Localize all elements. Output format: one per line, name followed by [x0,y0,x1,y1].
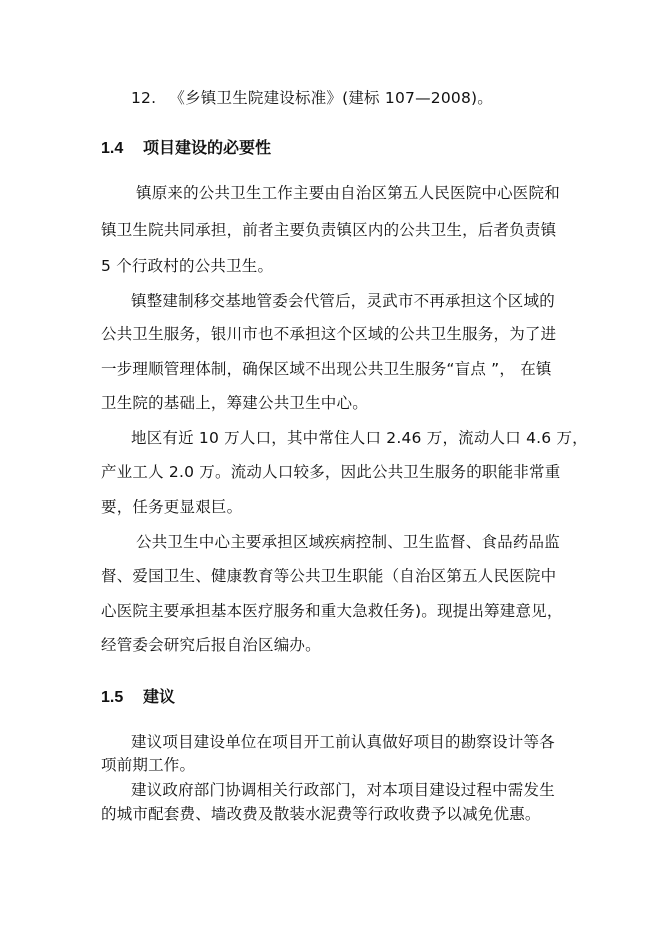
paragraph-line: 卫生院的基础上，筹建公共卫生中心。 [101,394,368,412]
paragraph-line: 镇卫生院共同承担，前者主要负责镇区内的公共卫生，后者负责镇 [101,221,557,239]
section-title: 项目建设的必要性 [143,138,272,157]
paragraph-line: 建议项目建设单位在项目开工前认真做好项目的勘察设计等各 [131,733,555,751]
section-heading-1-4 [101,138,271,159]
section-number: 1.4 [101,140,124,157]
paragraph-line: 一步理顺管理体制，确保区域不出现公共卫生服务“盲点 ”， 在镇 [101,360,552,378]
paragraph-line: 公共卫生中心主要承担区域疾病控制、卫生监督、食品药品监 [136,533,560,551]
section-number: 1.5 [101,689,124,706]
list-item-number: 12. [131,89,157,107]
paragraph-line: 镇整建制移交基地管委会代管后，灵武市不再承担这个区域的 [131,292,555,310]
paragraph-line: 心医院主要承担基本医疗服务和重大急救任务)。现提出筹建意见， [101,602,563,620]
paragraph-line: 项前期工作。 [101,756,196,774]
paragraph-line: 地区有近 10 万人口，其中常住人口 2.46 万，流动人口 4.6 万， [131,429,588,447]
section-title: 建议 [143,687,176,706]
paragraph-line: 5 个行政村的公共卫生。 [101,257,274,275]
list-item-12 [131,88,493,108]
paragraph-line: 建议政府部门协调相关行政部门，对本项目建设过程中需发生 [131,781,555,799]
paragraph-line: 督、爱国卫生、健康教育等公共卫生职能（自治区第五人民医院中 [101,567,557,585]
paragraph-line: 要，任务更显艰巨。 [101,498,243,516]
paragraph-line: 经管委会研究后报自治区编办。 [101,636,321,654]
list-item-text: 《乡镇卫生院建设标准》(建标 107—2008)。 [169,89,493,107]
paragraph-line: 镇原来的公共卫生工作主要由自治区第五人民医院中心医院和 [136,184,560,202]
paragraph-line: 的城市配套费、墙改费及散装水泥费等行政收费予以减免优惠。 [101,805,541,823]
paragraph-line: 公共卫生服务，银川市也不承担这个区域的公共卫生服务，为了进 [101,325,557,343]
section-heading-1-5 [101,687,175,708]
paragraph-line: 产业工人 2.0 万。流动人口较多，因此公共卫生服务的职能非常重 [101,463,561,481]
